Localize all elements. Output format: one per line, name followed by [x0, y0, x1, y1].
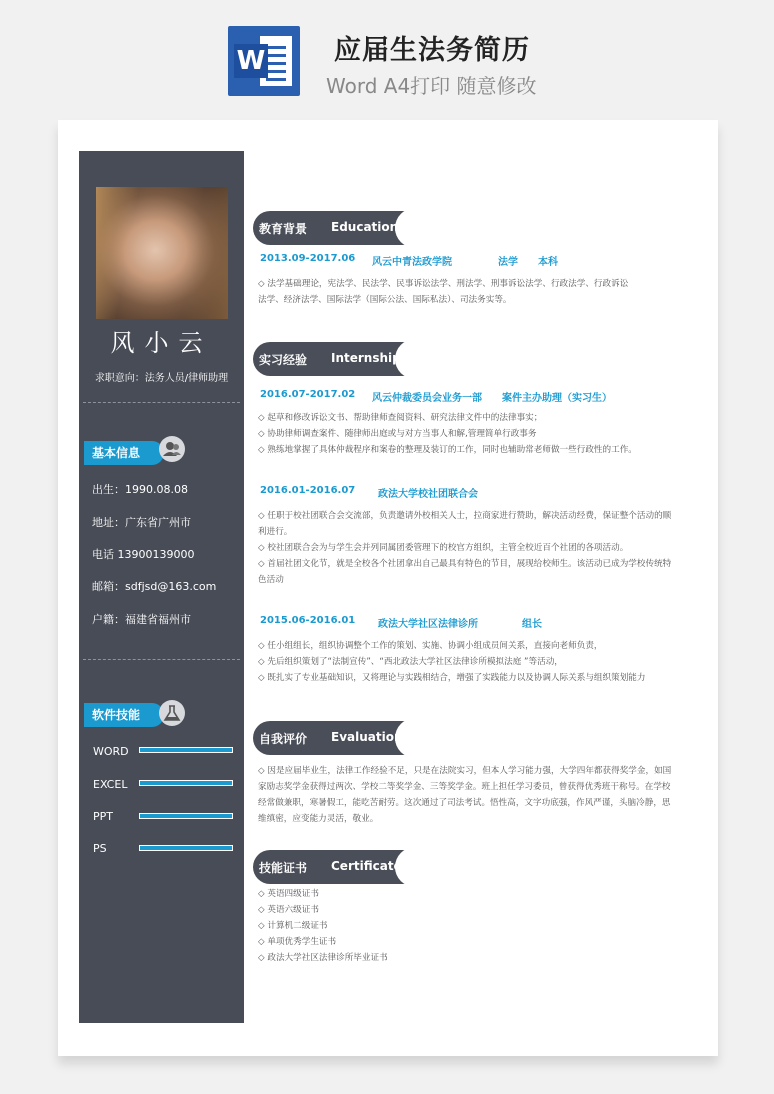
evaluation-heading-en: Evaluation — [331, 730, 403, 744]
education-entry — [260, 253, 660, 267]
flask-icon — [159, 700, 185, 726]
skill-name: PS — [93, 842, 107, 855]
education-heading — [253, 211, 429, 245]
certificate-item: ◇ 英语四级证书 — [258, 886, 678, 902]
job-role: 组长 — [522, 619, 542, 630]
info-email: 邮箱：sdfjsd@163.com — [92, 580, 217, 593]
job-org: 政法大学校社团联合会 — [378, 489, 478, 500]
info-phone: 电话 13900139000 — [92, 548, 195, 561]
software-skills-heading: 软件技能 — [84, 703, 164, 727]
info-address: 地址：广东省广州市 — [92, 516, 191, 529]
divider — [83, 659, 240, 660]
skill-level-bar — [139, 747, 233, 753]
certificate-item: ◇ 政法大学社区法律诊所毕业证书 — [258, 950, 678, 966]
skill-level-bar — [139, 813, 233, 819]
job-bullet: ◇ 校社团联合会为与学生会并列同属团委管理下的校官方组织，主管全校近百个社团的各项活动。 — [258, 540, 678, 556]
sidebar — [79, 151, 244, 1023]
job-period: 2016.01-2016.07 — [260, 485, 356, 496]
user-icon — [159, 436, 185, 462]
skill-level-bar — [139, 780, 233, 786]
skill-level-bar — [139, 845, 233, 851]
internship-entry — [260, 615, 660, 629]
internship-heading-en: Internship — [331, 351, 401, 365]
job-bullet: ◇ 起草和修改诉讼文书、帮助律师查阅资料、研究法律文件中的法律事实； — [258, 410, 678, 426]
job-bullets — [258, 410, 678, 458]
resume-page — [58, 120, 718, 1056]
evaluation-heading-cn: 自我评价 — [259, 732, 308, 746]
certificate-heading-en: Certificate — [331, 859, 402, 873]
job-org: 政法大学社区法律诊所 — [378, 619, 478, 630]
job-role: 案件主办助理（实习生） — [502, 393, 612, 404]
job-bullet: ◇ 首届社团文化节，就是全校各个社团拿出自己最具有特色的节目，展现给校师生。该活动已成为学校传统特色活动 — [258, 556, 678, 588]
info-birth: 出生：1990.08.08 — [92, 483, 188, 496]
certificate-list — [258, 886, 678, 966]
job-bullet: ◇ 任职于校社团联合会交流部，负责邀请外校相关人士，拉商家进行赞助，解决活动经费，保证整个活动的顺利进行。 — [258, 508, 678, 540]
job-org: 风云仲裁委员会业务一部 — [372, 393, 482, 404]
job-bullets — [258, 508, 678, 588]
document-subtitle: Word A4打印 随意修改 — [326, 74, 537, 98]
certificate-heading-cn: 技能证书 — [259, 861, 308, 875]
internship-entry — [260, 485, 660, 499]
candidate-name: 风小云 — [110, 329, 213, 357]
education-school: 风云中青法政学院 — [372, 257, 452, 268]
info-hometown: 户籍：福建省福州市 — [92, 613, 191, 626]
skill-name: PPT — [93, 810, 113, 823]
skill-name: EXCEL — [93, 778, 128, 791]
profile-photo — [96, 187, 228, 319]
job-bullet: ◇ 先后组织策划了“法制宣传”、“西北政法大学社区法律诊所模拟法庭 ”等活动， — [258, 654, 678, 670]
education-line: ◇ 法学基础理论，宪法学、民法学、民事诉讼法学、刑法学、刑事诉讼法学、行政法学、行政诉讼 — [258, 276, 678, 292]
education-degree: 本科 — [538, 257, 558, 268]
header — [0, 0, 774, 110]
job-objective: 求职意向：法务人员/律师助理 — [94, 373, 229, 384]
education-details — [258, 276, 678, 308]
word-icon — [228, 26, 300, 96]
evaluation-heading — [253, 721, 429, 755]
evaluation-details — [258, 763, 678, 827]
certificate-item: ◇ 单项优秀学生证书 — [258, 934, 678, 950]
internship-heading-cn: 实习经验 — [259, 353, 308, 367]
word-logo-letter: W — [234, 44, 268, 78]
basic-info-heading: 基本信息 — [84, 441, 164, 465]
education-heading-en: Education — [331, 220, 399, 234]
skill-name: WORD — [93, 745, 129, 758]
job-bullet: ◇ 既扎实了专业基础知识，又将理论与实践相结合，增强了实践能力以及协调人际关系与组织策划能力 — [258, 670, 678, 686]
evaluation-text: ◇ 因是应届毕业生，法律工作经验不足，只是在法院实习，但本人学习能力强，大学四年都获得奖学金，如国家励志奖学金获得过两次、学校二等奖学金、三等奖学金。班上担任学习委员，曾获得优秀班干称号。在学校经常做兼职，寒暑假工，能吃苦耐劳。这次通过了司法考试。悟性高，文字功底强，作风严谨，头脑冷静，思维缜密，应变能力灵活，敬业。 — [258, 763, 678, 827]
certificate-item: ◇ 计算机二级证书 — [258, 918, 678, 934]
job-bullet: ◇ 协助律师调查案件、随律师出庭或与对方当事人和解,管理简单行政事务 — [258, 426, 678, 442]
certificate-heading — [253, 850, 429, 884]
job-bullets — [258, 638, 678, 686]
job-period: 2015.06-2016.01 — [260, 615, 356, 626]
certificate-item: ◇ 英语六级证书 — [258, 902, 678, 918]
job-period: 2016.07-2017.02 — [260, 389, 356, 400]
education-major: 法学 — [498, 257, 518, 268]
job-bullet: ◇ 熟练地掌握了具体仲裁程序和案卷的整理及装订的工作，同时也辅助常老师做一些行政性的工作。 — [258, 442, 678, 458]
internship-entry — [260, 389, 660, 403]
education-line: 法学、经济法学、国际法学（国际公法、国际私法）、司法务实等。 — [258, 295, 512, 305]
education-heading-cn: 教育背景 — [259, 222, 308, 236]
internship-heading — [253, 342, 429, 376]
education-period: 2013.09-2017.06 — [260, 253, 356, 264]
document-title: 应届生法务简历 — [334, 35, 530, 66]
divider — [83, 402, 240, 403]
job-bullet: ◇ 任小组组长，组织协调整个工作的策划、实施、协调小组成员间关系，直接向老师负责， — [258, 638, 678, 654]
